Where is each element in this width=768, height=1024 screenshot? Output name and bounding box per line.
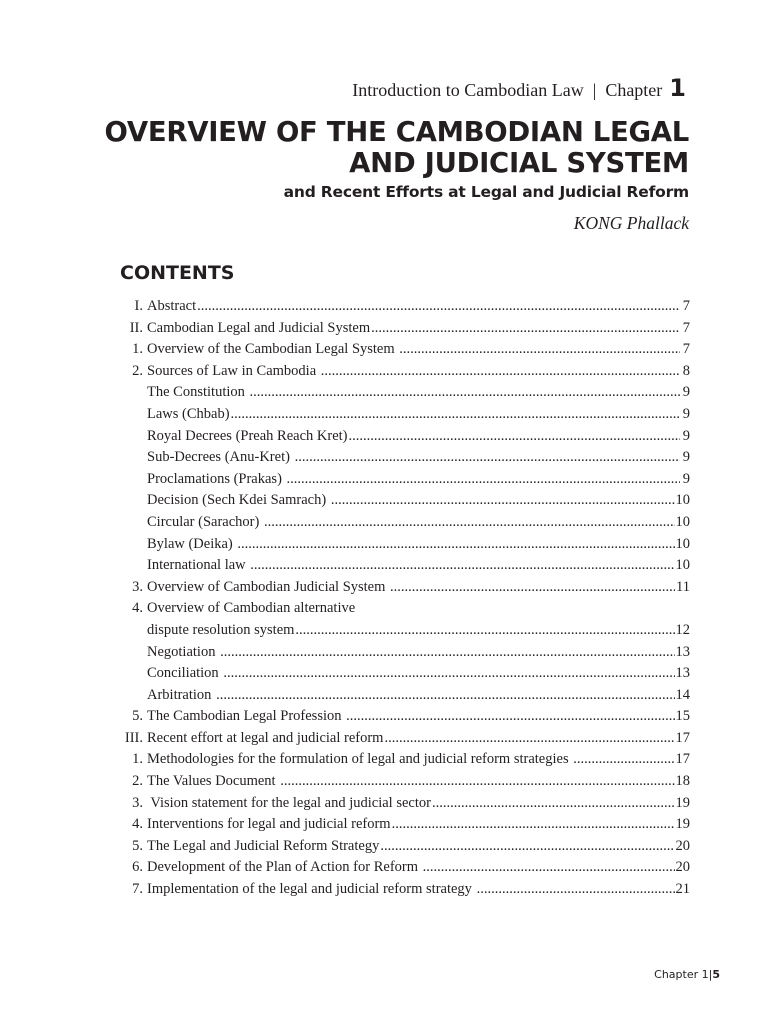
- toc-entry-page: 9: [682, 449, 690, 466]
- toc-entry-number: III.: [124, 729, 143, 746]
- toc-entry-number: 3.: [132, 794, 143, 811]
- toc-entry-leader: [371, 318, 680, 340]
- toc-entry: [110, 318, 690, 340]
- toc-entry-page: 9: [682, 384, 690, 401]
- toc-entry: [110, 361, 690, 383]
- toc-entry-page: 20: [675, 859, 690, 876]
- page-folio: [654, 968, 720, 981]
- toc-entry-title: International law: [147, 557, 250, 574]
- toc-entry-leader: [477, 879, 675, 901]
- toc-entry: [110, 620, 690, 642]
- toc-entry-number: 3.: [132, 578, 143, 595]
- toc-entry: [110, 836, 690, 858]
- toc-entry-leader: [331, 490, 675, 512]
- table-of-contents: [110, 296, 690, 901]
- toc-entry-leader: [250, 555, 674, 577]
- toc-entry: [110, 706, 690, 728]
- toc-entry-number: 6.: [132, 859, 143, 876]
- toc-entry: [110, 685, 690, 707]
- toc-entry-page: 10: [675, 513, 690, 530]
- chapter-title-line1: OVERVIEW OF THE CAMBODIAN LEGAL: [104, 116, 689, 148]
- toc-entry-page: 17: [675, 751, 690, 768]
- toc-entry: [110, 534, 690, 556]
- folio-page-number: 5: [712, 968, 720, 981]
- toc-entry-title: Sub-Decrees (Anu-Kret): [147, 449, 294, 466]
- toc-entry-title: Sources of Law in Cambodia: [147, 362, 320, 379]
- toc-entry-title: Vision statement for the legal and judicial sector: [147, 794, 431, 811]
- toc-entry-leader: [573, 749, 674, 771]
- toc-entry-leader: [231, 404, 680, 426]
- toc-entry-title: Implementation of the legal and judicial reform strategy: [147, 881, 476, 898]
- toc-entry: [110, 771, 690, 793]
- toc-entry-leader: [380, 836, 674, 858]
- toc-entry-title: Royal Decrees (Preah Reach Kret): [147, 427, 348, 444]
- toc-entry-number: 7.: [132, 881, 143, 898]
- toc-entry-number: 2.: [132, 773, 143, 790]
- toc-entry-page: 7: [682, 298, 690, 314]
- running-head: [352, 74, 686, 102]
- toc-entry-leader: [423, 857, 675, 879]
- toc-entry-title: Development of the Plan of Action for Reform: [147, 859, 422, 876]
- toc-entry-page: 15: [675, 708, 690, 725]
- toc-entry-page: 14: [675, 686, 690, 703]
- toc-entry: [110, 469, 690, 491]
- toc-entry: [110, 642, 690, 664]
- toc-entry: [110, 728, 690, 750]
- toc-entry: [110, 339, 690, 361]
- toc-entry-page: 17: [675, 729, 690, 746]
- toc-entry-title: Decision (Sech Kdei Samrach): [147, 492, 330, 509]
- toc-entry: [110, 426, 690, 448]
- toc-entry-leader: [399, 339, 680, 361]
- toc-entry-page: 21: [675, 881, 690, 898]
- toc-entry-number: 4.: [132, 816, 143, 833]
- toc-entry-number: 4.: [132, 600, 143, 617]
- toc-entry-number: 2.: [132, 362, 143, 379]
- toc-entry-title: Conciliation: [147, 665, 223, 682]
- toc-entry: [110, 857, 690, 879]
- toc-entry: [110, 382, 690, 404]
- toc-entry-page: 8: [682, 362, 690, 379]
- chapter-author: KONG Phallack: [573, 213, 689, 233]
- toc-entry: [110, 663, 690, 685]
- toc-entry-page: 10: [675, 492, 690, 509]
- toc-entry-title: Interventions for legal and judicial reform: [147, 816, 391, 833]
- toc-entry-leader: [280, 771, 674, 793]
- toc-entry-title: The Constitution: [147, 384, 249, 401]
- toc-entry-leader: [250, 382, 681, 404]
- toc-entry-leader: [197, 296, 680, 318]
- running-head-chapter-label: Chapter: [605, 80, 663, 100]
- toc-entry-leader: [237, 534, 674, 556]
- toc-entry-title: Overview of Cambodian alternative: [147, 600, 356, 617]
- toc-entry-page: 18: [675, 773, 690, 790]
- toc-entry-title: Negotiation: [147, 643, 220, 660]
- toc-entry-number: II.: [129, 319, 143, 336]
- toc-entry: [110, 577, 690, 599]
- toc-entry-title: dispute resolution system: [147, 621, 295, 638]
- chapter-title-line2: AND JUDICIAL SYSTEM: [349, 147, 689, 179]
- toc-entry-title: Recent effort at legal and judicial reform: [147, 729, 384, 746]
- toc-entry: [110, 555, 690, 577]
- toc-entry-title: Bylaw (Deika): [147, 535, 237, 552]
- toc-entry: [110, 749, 690, 771]
- toc-entry-page: 9: [682, 470, 690, 487]
- toc-entry-leader: [223, 663, 674, 685]
- chapter-subtitle: and Recent Efforts at Legal and Judicial Reform: [283, 183, 689, 201]
- toc-entry-leader: [346, 706, 674, 728]
- toc-entry-leader: [432, 793, 675, 815]
- toc-entry-title: Laws (Chbab): [147, 405, 230, 422]
- toc-entry-number: 5.: [132, 837, 143, 854]
- toc-entry-page: 7: [682, 341, 690, 358]
- toc-entry: [110, 447, 690, 469]
- toc-entry-leader: [349, 426, 681, 448]
- contents-heading: CONTENTS: [120, 262, 235, 284]
- toc-entry: [110, 793, 690, 815]
- toc-entry-number: 5.: [132, 708, 143, 725]
- toc-entry-page: 10: [675, 557, 690, 574]
- toc-entry-page: 7: [682, 319, 690, 336]
- toc-entry-leader: [220, 642, 674, 664]
- toc-entry: [110, 404, 690, 426]
- toc-entry-leader: [295, 447, 680, 469]
- chapter-title: [69, 117, 689, 179]
- toc-entry-title: The Legal and Judicial Reform Strategy: [147, 837, 380, 854]
- toc-entry-page: 13: [675, 643, 690, 660]
- toc-entry-page: 10: [675, 535, 690, 552]
- toc-entry: [110, 296, 690, 318]
- toc-entry-leader: [392, 814, 675, 836]
- toc-entry-title: The Values Document: [147, 773, 280, 790]
- toc-entry-title: Methodologies for the formulation of legal and judicial reform strategies: [147, 751, 573, 768]
- toc-entry: [110, 512, 690, 534]
- toc-entry-leader: [216, 685, 674, 707]
- toc-entry-leader: [390, 577, 675, 599]
- toc-entry-title: Abstract: [147, 298, 197, 314]
- toc-entry: [110, 814, 690, 836]
- toc-entry: [110, 490, 690, 512]
- toc-entry-page: 9: [682, 427, 690, 444]
- toc-entry-page: 9: [682, 405, 690, 422]
- toc-entry-page: 13: [675, 665, 690, 682]
- folio-chapter-label: Chapter 1: [654, 968, 709, 981]
- toc-entry-number: 1.: [132, 751, 143, 768]
- folio-separator: |: [708, 968, 713, 981]
- toc-entry: [110, 879, 690, 901]
- running-head-separator: |: [592, 80, 597, 100]
- toc-entry-leader: [295, 620, 674, 642]
- toc-entry-title: Proclamations (Prakas): [147, 470, 286, 487]
- toc-entry-title: Overview of Cambodian Judicial System: [147, 578, 390, 595]
- toc-entry-title: Cambodian Legal and Judicial System: [147, 319, 371, 336]
- toc-entry-page: 19: [675, 794, 690, 811]
- toc-entry-page: 12: [675, 621, 690, 638]
- toc-entry-page: 11: [676, 578, 690, 595]
- toc-entry-title: The Cambodian Legal Profession: [147, 708, 346, 725]
- toc-entry-page: 20: [675, 837, 690, 854]
- toc-entry-leader: [264, 512, 675, 534]
- toc-entry-title: Arbitration: [147, 686, 216, 703]
- toc-entry-title: Overview of the Cambodian Legal System: [147, 341, 399, 358]
- running-head-chapter-number: 1: [669, 74, 686, 102]
- toc-entry-leader: [321, 361, 680, 383]
- toc-entry-leader: [384, 728, 674, 750]
- running-head-book: Introduction to Cambodian Law: [352, 80, 584, 100]
- toc-entry: [110, 598, 690, 620]
- toc-entry-page: 19: [675, 816, 690, 833]
- toc-entry-number: I.: [134, 298, 143, 314]
- toc-entry-leader: [287, 469, 680, 491]
- toc-entry-title: Circular (Sarachor): [147, 513, 263, 530]
- toc-entry-number: 1.: [132, 341, 143, 358]
